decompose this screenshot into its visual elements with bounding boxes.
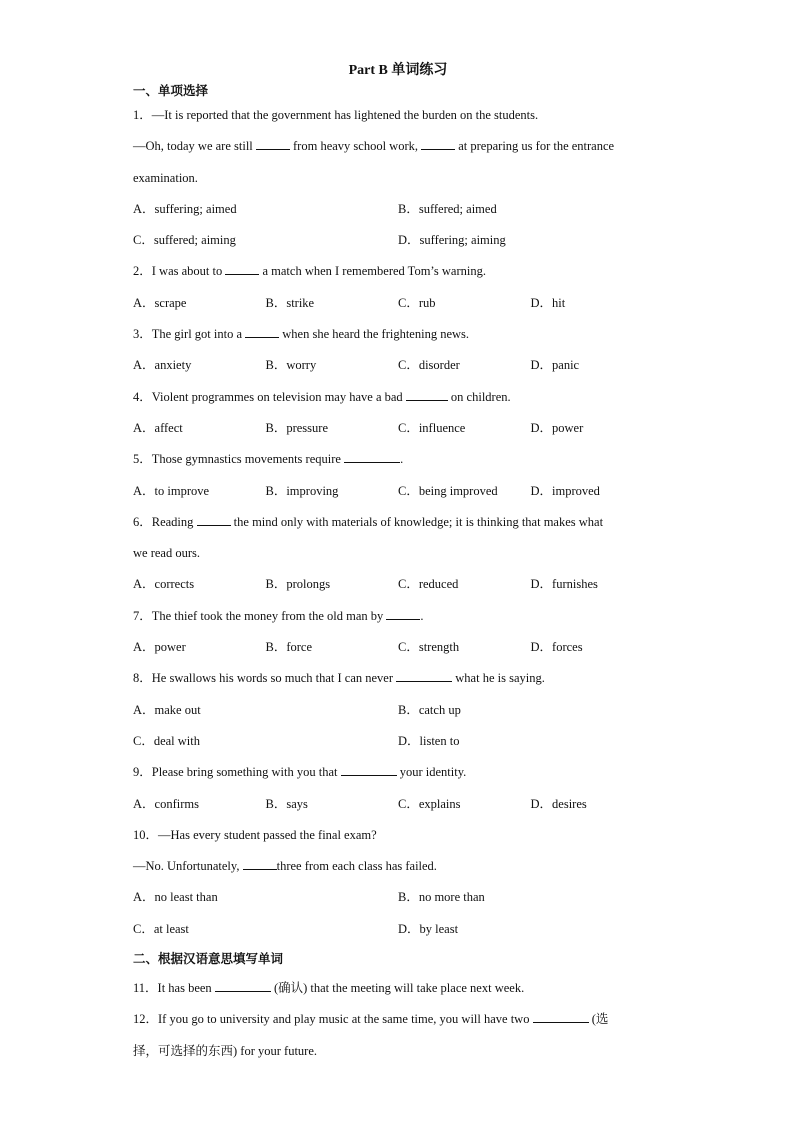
question-3-prompt: 3．The girl got into a when she heard the frightening news.: [133, 319, 663, 350]
question-11-prompt: 11．It has been (确认) that the meeting will take place next week.: [133, 973, 663, 1004]
option-a[interactable]: A．to improve: [133, 483, 210, 498]
question-10-options-row-2: [133, 914, 663, 945]
option-c[interactable]: C．reduced: [398, 577, 459, 592]
option-c[interactable]: C．explains: [398, 796, 461, 811]
worksheet-page: [133, 60, 663, 1067]
question-12-prompt: 12．If you go to university and play music at the same time, you will have two (选: [133, 1004, 663, 1035]
option-a[interactable]: A．suffering; aimed: [133, 201, 237, 216]
answer-blank[interactable]: [197, 512, 231, 526]
question-3-options: [133, 350, 663, 381]
option-d[interactable]: D．hit: [530, 295, 566, 310]
option-d[interactable]: D．forces: [530, 640, 583, 655]
option-d[interactable]: D．power: [530, 420, 584, 435]
section-heading-multiple-choice: 一、单项选择: [133, 84, 209, 98]
answer-blank[interactable]: [386, 606, 420, 620]
question-2-options: [133, 288, 663, 319]
question-10-options-row-1: [133, 882, 663, 913]
option-d[interactable]: D．panic: [530, 358, 580, 373]
option-b[interactable]: B．strike: [265, 295, 315, 310]
option-a[interactable]: A．confirms: [133, 796, 199, 811]
question-5-options: [133, 476, 663, 507]
answer-blank[interactable]: [533, 1009, 589, 1023]
answer-blank[interactable]: [421, 136, 455, 150]
question-1-options-row-1: [133, 194, 663, 225]
option-c[interactable]: C．suffered; aiming: [133, 233, 236, 248]
option-b[interactable]: B．catch up: [398, 702, 461, 717]
option-c[interactable]: C．disorder: [398, 358, 460, 373]
answer-blank[interactable]: [225, 261, 259, 275]
option-d[interactable]: D．listen to: [398, 733, 460, 748]
answer-blank[interactable]: [243, 856, 277, 870]
option-d[interactable]: D．improved: [530, 483, 600, 498]
question-1-prompt: 1．—It is reported that the government has lightened the burden on the students.: [133, 108, 539, 122]
question-8-options-row-1: [133, 695, 663, 726]
option-a[interactable]: A．no least than: [133, 890, 218, 905]
question-9-prompt: 9．Please bring something with you that your identity.: [133, 757, 663, 788]
question-6-prompt: 6．Reading the mind only with materials of knowledge; it is thinking that makes what: [133, 507, 663, 538]
answer-blank[interactable]: [406, 387, 448, 401]
question-2-prompt: 2．I was about to a match when I remembered Tom’s warning.: [133, 256, 663, 287]
question-4-options: [133, 413, 663, 444]
option-c[interactable]: C．influence: [398, 420, 466, 435]
answer-blank[interactable]: [341, 762, 397, 776]
option-a[interactable]: A．affect: [133, 420, 183, 435]
question-1-continuation: examination.: [133, 170, 198, 185]
option-b[interactable]: B．prolongs: [265, 577, 331, 592]
option-b[interactable]: B．suffered; aimed: [398, 201, 497, 216]
option-c[interactable]: C．rub: [398, 295, 436, 310]
section-heading-fill-in: 二、根据汉语意思填写单词: [133, 952, 284, 967]
option-b[interactable]: B．force: [265, 640, 313, 655]
option-d[interactable]: D．by least: [398, 921, 459, 936]
question-6-options: [133, 569, 663, 600]
question-4-prompt: 4．Violent programmes on television may have a bad on children.: [133, 382, 663, 413]
question-10-prompt: 10．—Has every student passed the final exam?: [133, 827, 377, 842]
question-12-continuation: 择，可选择的东西) for your future.: [133, 1043, 317, 1058]
option-b[interactable]: B．no more than: [398, 890, 485, 905]
question-1-options-row-2: [133, 225, 663, 256]
option-b[interactable]: B．says: [265, 796, 308, 811]
question-6-continuation: we read ours.: [133, 546, 200, 561]
option-a[interactable]: A．scrape: [133, 295, 187, 310]
answer-blank[interactable]: [344, 449, 400, 463]
option-d[interactable]: D．desires: [530, 796, 587, 811]
question-8-prompt: 8．He swallows his words so much that I can never what he is saying.: [133, 663, 663, 694]
option-b[interactable]: B．improving: [265, 483, 339, 498]
option-a[interactable]: A．corrects: [133, 577, 195, 592]
answer-blank[interactable]: [215, 978, 271, 992]
option-c[interactable]: C．at least: [133, 921, 189, 936]
question-1-response: —Oh, today we are still from heavy school work, at preparing us for the entrance: [133, 131, 663, 162]
question-7-prompt: 7．The thief took the money from the old man by .: [133, 601, 663, 632]
question-5-prompt: 5．Those gymnastics movements require .: [133, 444, 663, 475]
option-a[interactable]: A．anxiety: [133, 358, 192, 373]
option-c[interactable]: C．strength: [398, 640, 460, 655]
answer-blank[interactable]: [245, 324, 279, 338]
option-d[interactable]: D．suffering; aiming: [398, 233, 506, 248]
option-b[interactable]: B．worry: [265, 358, 317, 373]
answer-blank[interactable]: [396, 668, 452, 682]
question-8-options-row-2: [133, 726, 663, 757]
option-c[interactable]: C．being improved: [398, 483, 498, 498]
option-a[interactable]: A．power: [133, 640, 186, 655]
option-b[interactable]: B．pressure: [265, 420, 328, 435]
question-9-options: [133, 789, 663, 820]
option-d[interactable]: D．furnishes: [530, 577, 598, 592]
answer-blank[interactable]: [256, 136, 290, 150]
option-c[interactable]: C．deal with: [133, 733, 201, 748]
option-a[interactable]: A．make out: [133, 702, 201, 717]
page-title: Part B 单词练习: [348, 63, 448, 78]
question-7-options: [133, 632, 663, 663]
question-10-response: —No. Unfortunately, three from each class has failed.: [133, 851, 663, 882]
